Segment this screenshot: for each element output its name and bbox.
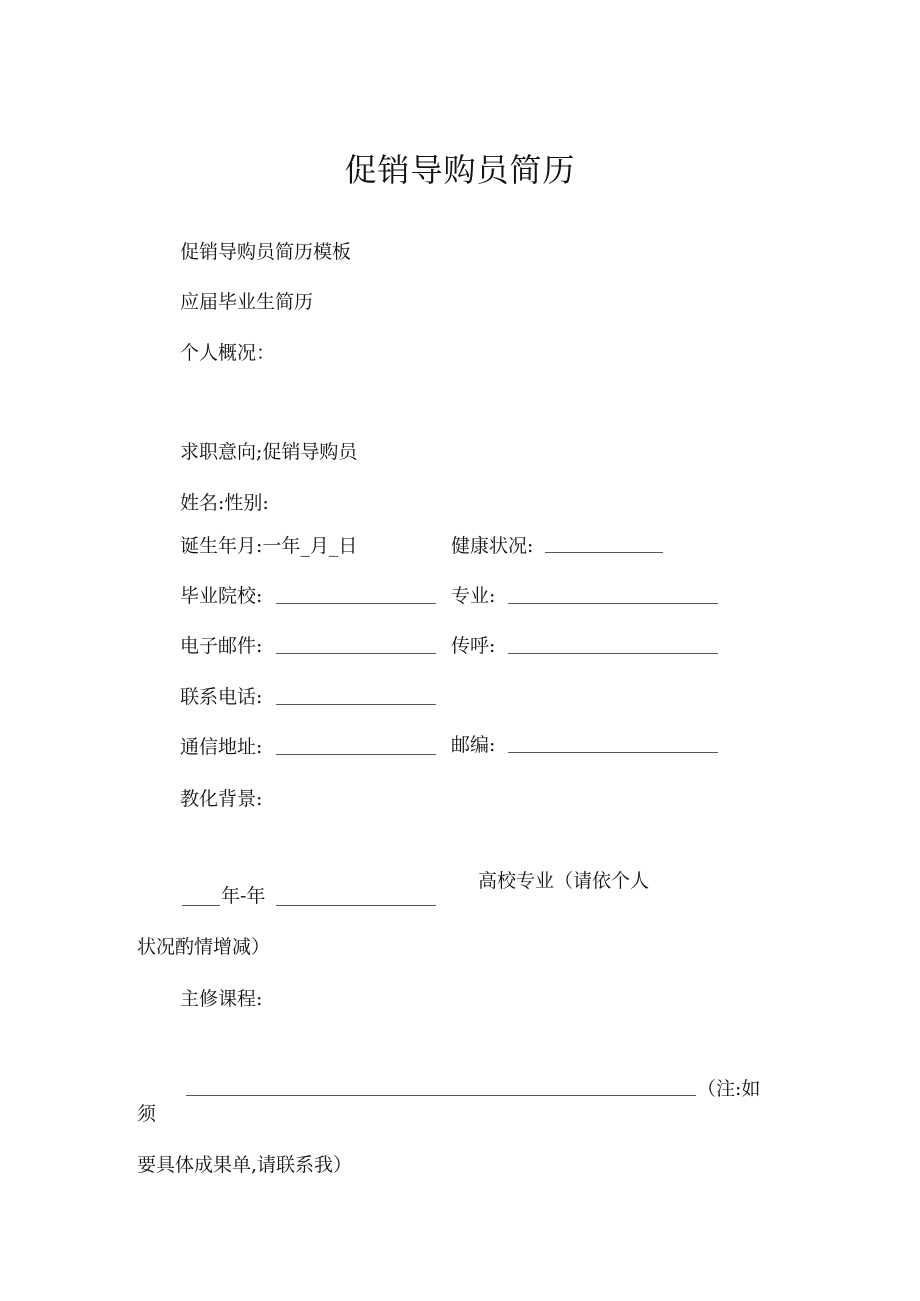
courses-note-continued-2: 要具体成果单,请联系我） [137,1154,353,1176]
courses-note-continued-1: 须 [137,1103,157,1125]
health-label: 健康状况: [451,535,534,557]
edu-note-continued: 状况酌情增减） [137,936,271,958]
section-personal-heading: 个人概况： [180,342,276,364]
school-blank-line [276,603,436,604]
job-intent: 求职意向;促销导购员 [180,441,358,463]
major-blank-line [508,603,718,604]
major-label: 专业: [451,585,496,607]
address-label: 通信地址: [180,736,263,758]
courses-blank-line [186,1095,696,1096]
pager-label: 传呼: [451,635,496,657]
phone-label: 联系电话: [180,686,263,708]
school-label: 毕业院校: [180,585,263,607]
subtitle-graduate: 应届毕业生简历 [180,291,314,313]
birth-date-label: 诞生年月:一年_月_日 [180,535,358,557]
email-blank-line [276,653,436,654]
page-title: 促销导购员简历 [344,151,576,189]
address-blank-line [276,754,436,755]
section-courses-heading: 主修课程: [180,988,263,1010]
phone-blank-line [276,704,436,705]
name-gender-label: 姓名:性别: [180,492,269,514]
pager-blank-line [508,653,718,654]
edu-school-major: 高校专业（请依个人 [478,870,650,892]
health-blank-line [545,552,663,553]
section-education-heading: 教化背景: [180,788,263,810]
edu-school-blank [276,905,436,906]
zip-label: 邮编: [451,734,496,756]
courses-note: （注:如 [697,1078,761,1100]
edu-years-label: 年-年 [221,885,266,907]
subtitle-template: 促销导购员简历模板 [180,241,352,263]
zip-blank-line [508,752,718,753]
edu-start-year-blank [182,905,220,906]
email-label: 电子邮件: [180,635,263,657]
